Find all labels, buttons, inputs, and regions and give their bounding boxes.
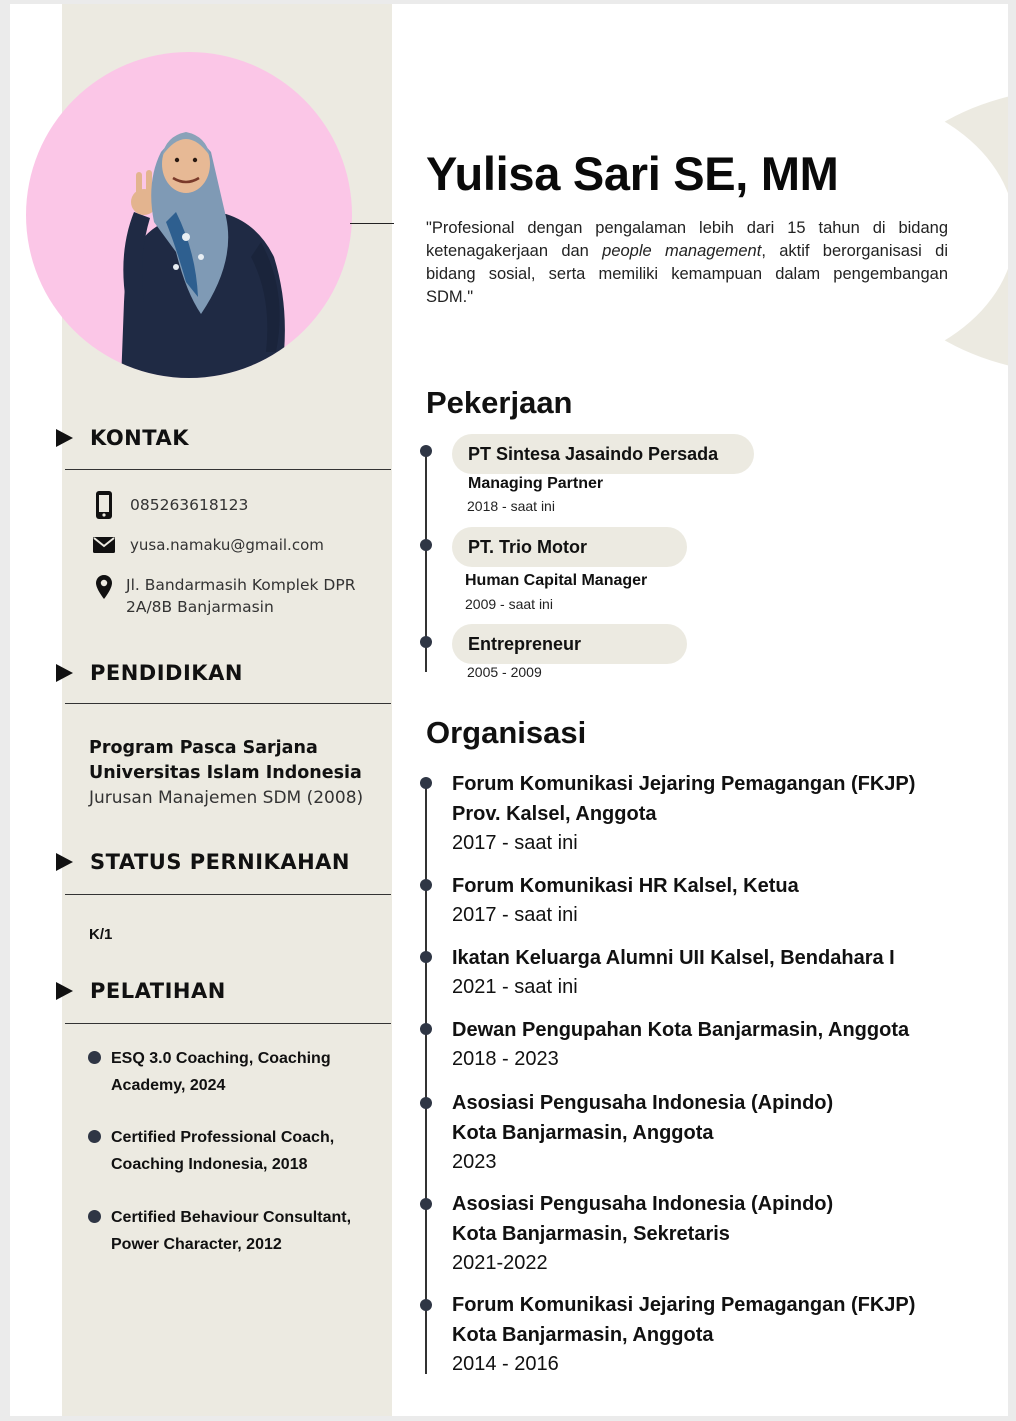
status-value: K/1 <box>89 926 113 943</box>
organization-item <box>452 1189 972 1277</box>
bullet-dot-icon <box>88 1051 101 1064</box>
education-major: Jurusan Manajemen SDM (2008) <box>89 788 364 808</box>
organization-line1: Forum Komunikasi HR Kalsel, Ketua <box>452 875 799 897</box>
organization-heading: Organisasi <box>426 715 587 750</box>
work-role: Human Capital Manager <box>465 572 648 589</box>
profile-summary <box>426 217 948 309</box>
timeline-dot-icon <box>420 1198 432 1210</box>
contact-heading <box>56 426 189 450</box>
organization-item <box>452 943 972 1001</box>
education-program: Program Pasca Sarjana <box>89 738 318 758</box>
timeline-dot-icon <box>420 636 432 648</box>
education-divider <box>65 703 391 704</box>
work-company-pill: PT. Trio Motor <box>452 527 687 567</box>
organization-line2: Kota Banjarmasin, Sekretaris <box>452 1223 730 1245</box>
organization-item <box>452 871 972 929</box>
organization-period: 2023 <box>452 1151 497 1173</box>
timeline-dot-icon <box>420 777 432 789</box>
email-text: yusa.namaku@gmail.com <box>130 536 324 554</box>
organization-item <box>452 1088 972 1176</box>
training-line1: Certified Behaviour Consultant, <box>111 1209 352 1226</box>
triangle-bullet-icon <box>56 853 73 871</box>
organization-period: 2014 - 2016 <box>452 1353 559 1375</box>
training-line1: ESQ 3.0 Coaching, Coaching <box>111 1050 331 1067</box>
address-line1: Jl. Bandarmasih Komplek DPR <box>126 576 356 594</box>
contact-email <box>90 536 324 554</box>
training-heading <box>56 979 226 1003</box>
training-item <box>88 1204 373 1258</box>
profile-photo <box>26 52 352 378</box>
education-heading-label: PENDIDIKAN <box>90 661 243 685</box>
training-line2: Academy, 2024 <box>111 1077 226 1094</box>
contact-divider <box>65 469 391 470</box>
organization-line1: Asosiasi Pengusaha Indonesia (Apindo) <box>452 1092 834 1114</box>
address-block <box>126 574 355 618</box>
organization-period: 2021 - saat ini <box>452 976 578 998</box>
training-item <box>88 1045 373 1099</box>
organization-item <box>452 1290 972 1378</box>
work-period: 2018 - saat ini <box>467 498 555 514</box>
timeline-dot-icon <box>420 1097 432 1109</box>
organization-period: 2018 - 2023 <box>452 1048 559 1070</box>
training-line2: Power Character, 2012 <box>111 1236 282 1253</box>
training-line2: Coaching Indonesia, 2018 <box>111 1156 308 1173</box>
training-divider <box>65 1023 391 1024</box>
education-university: Universitas Islam Indonesia <box>89 763 362 783</box>
header-connector-line <box>350 223 394 224</box>
education-entry <box>89 736 363 811</box>
education-heading <box>56 661 243 685</box>
summary-part1: "Profesional dengan pengalaman lebih dari 15 tahun di bidang ketenagakerjaan dan <box>426 219 948 260</box>
bullet-dot-icon <box>88 1210 101 1223</box>
work-heading: Pekerjaan <box>426 385 573 420</box>
person-illustration <box>26 52 352 378</box>
organization-line1: Dewan Pengupahan Kota Banjarmasin, Anggota <box>452 1019 910 1041</box>
timeline-dot-icon <box>420 445 432 457</box>
training-item <box>88 1124 373 1178</box>
phone-icon <box>90 490 118 520</box>
work-company-pill: PT Sintesa Jasaindo Persada <box>452 434 754 474</box>
bullet-dot-icon <box>88 1130 101 1143</box>
status-divider <box>65 894 391 895</box>
organization-line1: Forum Komunikasi Jejaring Pemagangan (FKJP) <box>452 773 916 795</box>
contact-phone <box>90 490 248 520</box>
timeline-dot-icon <box>420 951 432 963</box>
organization-period: 2017 - saat ini <box>452 832 578 854</box>
contact-heading-label: KONTAK <box>90 426 189 450</box>
triangle-bullet-icon <box>56 664 73 682</box>
work-period: 2009 - saat ini <box>465 596 553 612</box>
organization-period: 2021-2022 <box>452 1252 548 1274</box>
organization-line1: Asosiasi Pengusaha Indonesia (Apindo) <box>452 1193 834 1215</box>
summary-part2: , aktif berorganisasi di bidang sosial, serta memiliki kemampuan dalam pengembangan SDM." <box>426 242 948 306</box>
training-heading-label: PELATIHAN <box>90 979 226 1003</box>
timeline-dot-icon <box>420 539 432 551</box>
location-pin-icon <box>90 574 118 600</box>
organization-line1: Ikatan Keluarga Alumni UII Kalsel, Bendahara I <box>452 947 895 969</box>
triangle-bullet-icon <box>56 429 73 447</box>
organization-item <box>452 1015 972 1073</box>
organization-line1: Forum Komunikasi Jejaring Pemagangan (FKJP) <box>452 1294 916 1316</box>
organization-timeline-line <box>425 782 427 1374</box>
profile-name: Yulisa Sari SE, MM <box>426 147 839 200</box>
timeline-dot-icon <box>420 1299 432 1311</box>
organization-period: 2017 - saat ini <box>452 904 578 926</box>
email-icon <box>90 536 118 554</box>
triangle-bullet-icon <box>56 982 73 1000</box>
work-period: 2005 - 2009 <box>467 664 542 680</box>
organization-line2: Prov. Kalsel, Anggota <box>452 803 657 825</box>
phone-text: 085263618123 <box>130 496 249 514</box>
work-role: Managing Partner <box>468 475 604 492</box>
resume-page <box>10 4 1008 1416</box>
work-company-pill: Entrepreneur <box>452 624 687 664</box>
training-line1: Certified Professional Coach, <box>111 1129 335 1146</box>
timeline-dot-icon <box>420 879 432 891</box>
organization-item <box>452 769 972 857</box>
status-heading <box>56 850 350 874</box>
contact-address <box>90 574 355 618</box>
organization-line2: Kota Banjarmasin, Anggota <box>452 1324 714 1346</box>
status-heading-label: STATUS PERNIKAHAN <box>90 850 350 874</box>
address-line2: 2A/8B Banjarmasin <box>126 598 274 616</box>
summary-italic: people management <box>602 242 762 260</box>
organization-line2: Kota Banjarmasin, Anggota <box>452 1122 714 1144</box>
timeline-dot-icon <box>420 1023 432 1035</box>
